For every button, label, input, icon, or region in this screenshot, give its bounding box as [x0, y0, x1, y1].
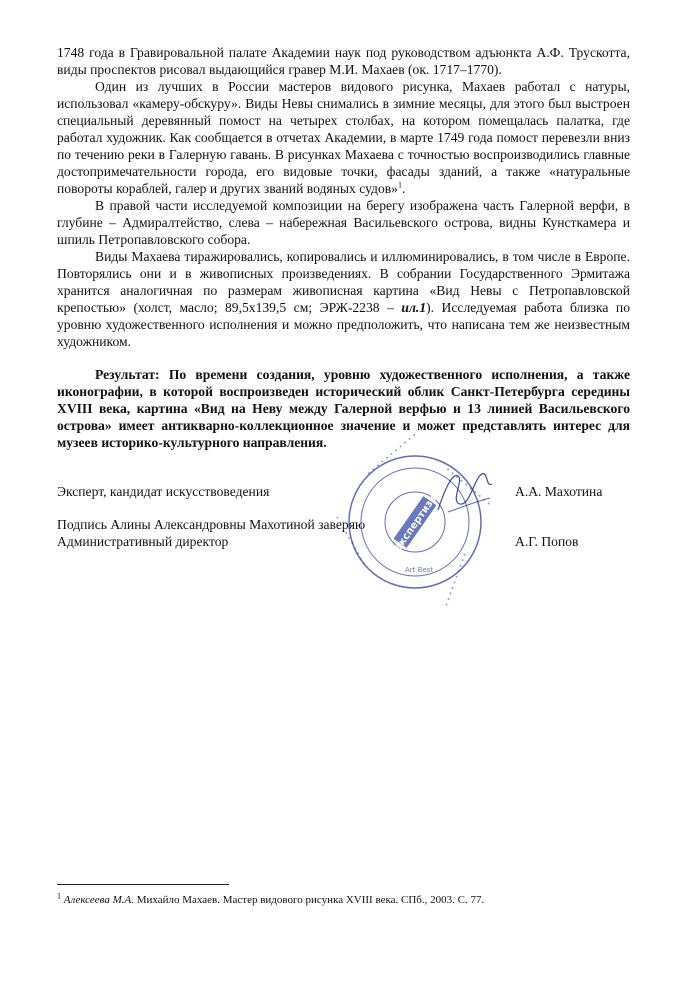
paragraph-2-text: Один из лучших в России мастеров видового рисунка, Махаев работал с натуры, использовал «камеру-обскуру». Виды Невы снимались в зимние месяцы, для этого был выстроен специальный деревянный помост на четырех столбах, на котором помещалась палатка, где работал художник. Как сообщается в отчетах Академии, в марте 1749 года помост перевезли вниз по течению реки в Галерную гавань. В рисунках Махаева с точностью воспроизводились главные достопримечательности города, его видовые точки, фасады зданий, а также «натуральные повороты кораблей, галер и других званий водяных судов»	[57, 79, 630, 196]
body-text	[57, 44, 630, 350]
footnote-ref: 1	[397, 180, 402, 190]
footnote-divider	[57, 884, 229, 885]
svg-text:• • • • • • • • • •: • • • • • • • • • •	[441, 551, 469, 608]
footnote-author: Алексеева М.А.	[63, 894, 134, 906]
paragraph-2-end: .	[401, 181, 406, 196]
svg-text:• • • • • • • • • •: • • • • • • • • • •	[443, 465, 493, 509]
paragraph-4-text-a: Виды Махаева тиражировались, копировались и иллюминировались, в том числе в Европе. Повторялись они и в живописных произведениях. В собрании Государственного Эрмитажа хранится аналогичная по размерам живописная картина «Вид Невы с Петропавловской крепостью» (холст, масло; 89,5х139,5 см; ЭРЖ-2238 –	[57, 249, 630, 315]
director-name: А.Г. Попов	[515, 534, 579, 549]
paragraph-4-text-b: ). Исследуемая работа близка по уровню художественного исполнения и можно предположить, что написана тем же неизвестным художником.	[57, 300, 630, 349]
footnote-text: Михайло Махаев. Мастер видового рисунка XVIII века. СПб., 2003. С. 77.	[133, 894, 485, 906]
certify-line: Подпись Алины Александровны Махотиной заверяю	[57, 517, 366, 532]
expert-role: Эксперт, кандидат искусствоведения	[57, 484, 270, 499]
result-block	[57, 366, 630, 451]
stamp-bottom-text: Art Best	[405, 566, 434, 574]
result-label: Результат:	[95, 367, 160, 382]
director-role: Административный директор	[57, 534, 229, 549]
illustration-ref: ил.1	[401, 300, 427, 315]
paragraph-2	[57, 78, 630, 197]
paragraph-4	[57, 248, 630, 350]
paragraph-3: В правой части исследуемой композиции на берегу изображена часть Галерной верфи, в глубине – Адмиралтейство, слева – набережная Васильевского острова, видны Кунсткамера и шпиль Петропавловского собора.	[57, 198, 630, 247]
svg-text:• • • • • • • • • • •: • • • • • • • • • • •	[365, 431, 419, 478]
stamp-center-text: экспертиза	[393, 493, 440, 553]
footnote	[57, 893, 647, 907]
result-text: По времени создания, уровню художественного исполнения, а также иконографии, в которой воспроизведен исторический облик Санкт-Петербурга середины XVIII века, картина «Вид на Неву между Галерной верфью и 13 линией Васильевского острова» имеет антикварно-коллекционное значение и может представлять интерес для музеев историко-культурного направления.	[57, 367, 630, 450]
expert-name: А.А. Махотина	[515, 484, 603, 499]
svg-text:• • • • • • • • • •: • • • • • • • • • •	[333, 513, 369, 567]
handwritten-signature	[430, 462, 500, 522]
paragraph-1: 1748 года в Гравировальной палате Академии наук под руководством адъюнкта А.Ф. Трускотта, виды проспектов рисовал выдающийся гравер М.И. Махаев (ок. 1717–1770).	[57, 45, 630, 77]
footnote-number: 1	[57, 891, 61, 901]
